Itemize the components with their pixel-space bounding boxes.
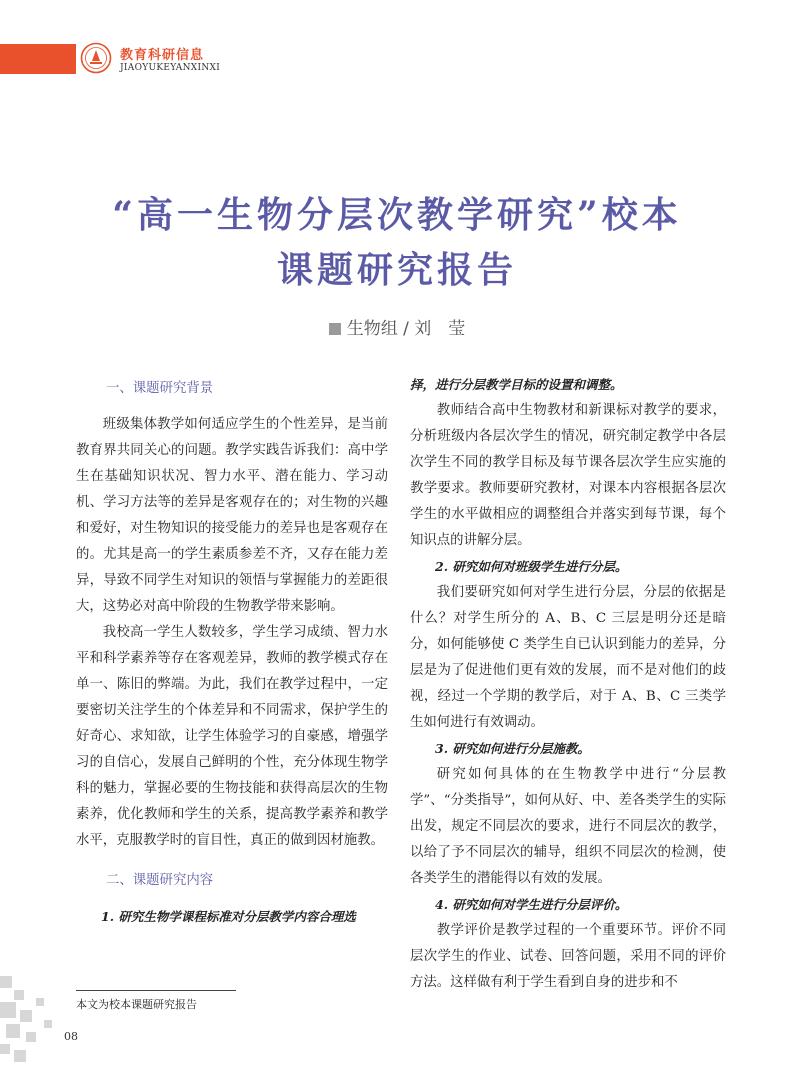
section-heading-content: 二、课题研究内容 bbox=[106, 873, 214, 888]
magazine-logo-icon bbox=[80, 42, 112, 74]
pixel-block bbox=[26, 1032, 36, 1042]
footnote: 本文为校本课题研究报告 bbox=[76, 998, 197, 1011]
subheading-1: 1. 研究生物学课程标准对分层教学内容合理选 bbox=[101, 909, 356, 924]
pixel-block bbox=[0, 1002, 16, 1018]
paragraph: 教学评价是教学过程的一个重要环节。评价不同层次学生的作业、试卷、回答问题，采用不同的评价方法。这样做有利于学生看到自身的进步和不 bbox=[410, 923, 726, 990]
left-column bbox=[76, 372, 388, 930]
magazine-name-cn: 教育科研信息 bbox=[120, 48, 205, 63]
header-accent-bar bbox=[0, 44, 76, 74]
article-title-line2: 课题研究报告 bbox=[276, 249, 517, 291]
paragraph: 我校高一学生人数较多，学生学习成绩、智力水平和科学素养等存在客观差异，教师的教学模式存在单一、陈旧的弊端。为此，我们在教学过程中，一定要密切关注学生的个体差异和不同需求，保护学生的好奇心、求知欲，让学生体验学习的自豪感，增强学习的自信心，发展自己鲜明的个性，充分体现生物学科的魅力，掌握必要的生物技能和获得高层次的生物素养，优化教师和学生的关系，提高教学素养和教学水平，克服教学时的盲目性，真正的做到因材施教。 bbox=[76, 625, 388, 848]
page-number: 08 bbox=[64, 1030, 78, 1043]
subheading-1-continued: 择，进行分层教学目标的设置和调整。 bbox=[410, 377, 623, 392]
right-column bbox=[410, 372, 726, 996]
pixel-block bbox=[20, 1010, 32, 1022]
subheading-2: 2. 研究如何对班级学生进行分层。 bbox=[435, 559, 628, 574]
pixel-block bbox=[6, 1024, 20, 1038]
paragraph: 班级集体教学如何适应学生的个性差异，是当前教育界共同关心的问题。教学实践告诉我们：高中学生在基础知识状况、智力水平、潜在能力、学习动机、学习方法等的差异是客观存在的；对生物的兴趣和爱好，对生物知识的接受能力的差异也是客观存在的。尤其是高一的学生素质参差不齐，又存在能力差异，导致不同学生对知识的领悟与掌握能力的差距很大，这势必对高中阶段的生物教学带来影响。 bbox=[76, 417, 388, 614]
square-bullet-icon bbox=[329, 323, 341, 335]
author-name: 生物组 / 刘 莹 bbox=[346, 319, 466, 339]
footnote-rule bbox=[76, 990, 236, 991]
paragraph: 研究如何具体的在生物教学中进行“分层教学”、“分类指导”，如何从好、中、差各类学生的实际出发，规定不同层次的要求，进行不同层次的教学，以给了予不同层次的辅导，组织不同层次的检测，使各类学生的潜能得以有效的发展。 bbox=[410, 767, 726, 886]
article-title-line1: “高一生物分层次教学研究”校本 bbox=[112, 194, 682, 236]
pixel-block bbox=[0, 1044, 10, 1054]
magazine-name-en: JIAOYUKEYANXINXI bbox=[120, 63, 221, 73]
section-heading-background: 一、课题研究背景 bbox=[106, 381, 214, 396]
pixel-block bbox=[44, 1020, 52, 1028]
pixel-block bbox=[36, 998, 44, 1006]
subheading-4: 4. 研究如何对学生进行分层评价。 bbox=[435, 897, 628, 912]
pixel-block bbox=[0, 976, 12, 988]
author-line bbox=[0, 314, 794, 339]
pixel-block bbox=[14, 1050, 26, 1062]
paragraph: 我们要研究如何对学生进行分层，分层的依据是什么？对学生所分的 A、B、C 三层是明分还是暗分，如何能够使 C 类学生自已认识到能力的差异，分层是为了促进他们更有效的发展，而不是对他们的歧视，经过一个学期的教学后，对于 A、B、C 三类学生如何进行有效调动。 bbox=[410, 585, 726, 730]
subheading-3: 3. 研究如何进行分层施教。 bbox=[435, 741, 590, 756]
pixel-block bbox=[14, 990, 24, 1000]
paragraph: 教师结合高中生物教材和新课标对教学的要求，分析班级内各层次学生的情况，研究制定教学中各层次学生不同的教学目标及每节课各层次学生应实施的教学要求。教师要研究教材，对课本内容根据各层次学生的水平做相应的调整组合并落实到每节课，每个知识点的讲解分层。 bbox=[410, 403, 726, 548]
